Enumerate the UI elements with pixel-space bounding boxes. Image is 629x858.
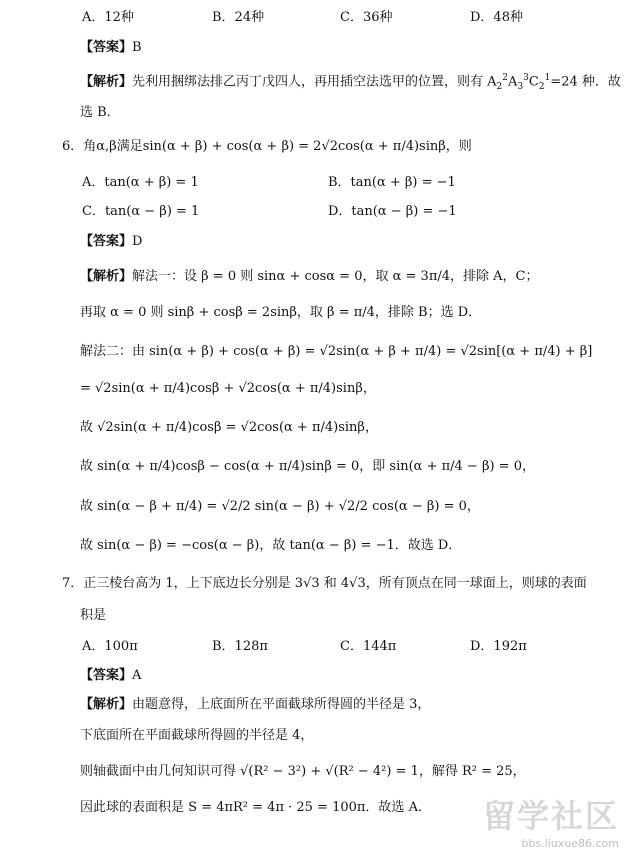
answer-value: B xyxy=(132,40,142,55)
q6-solution1-line-1 xyxy=(80,268,538,286)
answer-label: 【答案】 xyxy=(80,668,133,683)
q7-analysis-line-1 xyxy=(80,696,430,714)
answer-value: D xyxy=(132,234,143,249)
q6-stem: 6．角α,β满足sin(α + β) + cos(α + β) = 2√2cos(α + π/4)sinβ，则 xyxy=(62,139,472,154)
analysis-text: 由题意得，上底面所在平面截球所得圆的半径是 3， xyxy=(132,697,431,712)
answer-value: A xyxy=(132,668,142,683)
analysis-label: 【解析】 xyxy=(80,269,133,284)
answer-label: 【答案】 xyxy=(80,234,133,249)
q7-stem-line-2: 积是 xyxy=(80,608,107,623)
q5-option-a: A．12种 xyxy=(82,10,134,25)
q7-option-d: D．192π xyxy=(470,639,527,654)
q7-analysis-line-3: 则轴截面中由几何知识可得 √(R² − 3²) + √(R² − 4²) = 1，解得 R² = 25， xyxy=(80,764,526,779)
q5-option-d: D．48种 xyxy=(470,10,523,25)
q7-option-b: B．128π xyxy=(212,639,268,654)
q6-option-b: B．tan(α + β) = −1 xyxy=(328,175,456,190)
q5-option-b: B．24种 xyxy=(212,10,265,25)
q6-solution2-line-2: = √2sin(α + π/4)cosβ + √2cos(α + π/4)sinβ， xyxy=(80,381,376,396)
q7-option-a: A．100π xyxy=(82,639,138,654)
q6-option-c: C．tan(α − β) = 1 xyxy=(82,204,200,219)
q7-answer xyxy=(80,667,141,685)
q6-solution2-line-5: 故 sin(α − β + π/4) = √2/2 sin(α − β) + √2/2 cos(α − β) = 0， xyxy=(80,499,480,514)
answer-label: 【答案】 xyxy=(80,40,133,55)
analysis-text-end: =24 种．故 xyxy=(550,74,621,90)
q5-analysis-line-1: 【解析】先利用捆绑法排乙丙丁戊四人，再用插空法选甲的位置，则有 $A_2^2A_3^3C_2^1=24$ 种．故 xyxy=(80,73,621,92)
q6-answer xyxy=(80,233,142,251)
q6-solution2-line-1: 解法二：由 sin(α + β) + cos(α + β) = √2sin(α + β + π/4) = √2sin[(α + π/4) + β] xyxy=(80,344,593,359)
q6-option-d: D．tan(α − β) = −1 xyxy=(328,204,457,219)
q7-analysis-line-2: 下底面所在平面截球所得圆的半径是 4， xyxy=(80,728,314,743)
q7-option-c: C．144π xyxy=(340,639,397,654)
analysis-label: 【解析】 xyxy=(80,697,133,712)
analysis-label: 【解析】 xyxy=(80,74,133,90)
q6-solution1-line-2: 再取 α = 0 则 sinβ + cosβ = 2sinβ，取 β = π/4，排除 B；选 D． xyxy=(80,305,482,320)
q5-option-c: C．36种 xyxy=(340,10,393,25)
q6-solution2-line-3: 故 √2sin(α + π/4)cosβ = √2cos(α + π/4)sinβ， xyxy=(80,420,378,435)
q5-analysis-line-2: 选 B． xyxy=(80,105,120,120)
q7-analysis-line-4: 因此球的表面积是 S = 4πR² = 4π · 25 = 100π．故选 A． xyxy=(80,800,431,815)
watermark-url: bbs.liuxue86.com xyxy=(521,837,619,850)
q6-solution2-line-4: 故 sin(α + π/4)cosβ − cos(α + π/4)sinβ = 0，即 sin(α + π/4 − β) = 0， xyxy=(80,459,535,474)
watermark-title: 留学社区 xyxy=(482,797,619,835)
q5-answer xyxy=(80,39,142,57)
solution-text: 解法一：设 β = 0 则 sinα + cosα = 0，取 α = 3π/4，排除 A，C； xyxy=(132,269,539,284)
q6-option-a: A．tan(α + β) = 1 xyxy=(82,175,199,190)
q6-solution2-line-6: 故 sin(α − β) = −cos(α − β)，故 tan(α − β) = −1．故选 D． xyxy=(80,538,462,553)
watermark-logo xyxy=(483,791,619,850)
q7-stem-line-1: 7．正三棱台高为 1，上下底边长分别是 3√3 和 4√3，所有顶点在同一球面上，则球的表面 xyxy=(62,576,587,591)
analysis-text: 先利用捆绑法排乙丙丁戊四人，再用插空法选甲的位置，则有 A xyxy=(132,74,497,90)
